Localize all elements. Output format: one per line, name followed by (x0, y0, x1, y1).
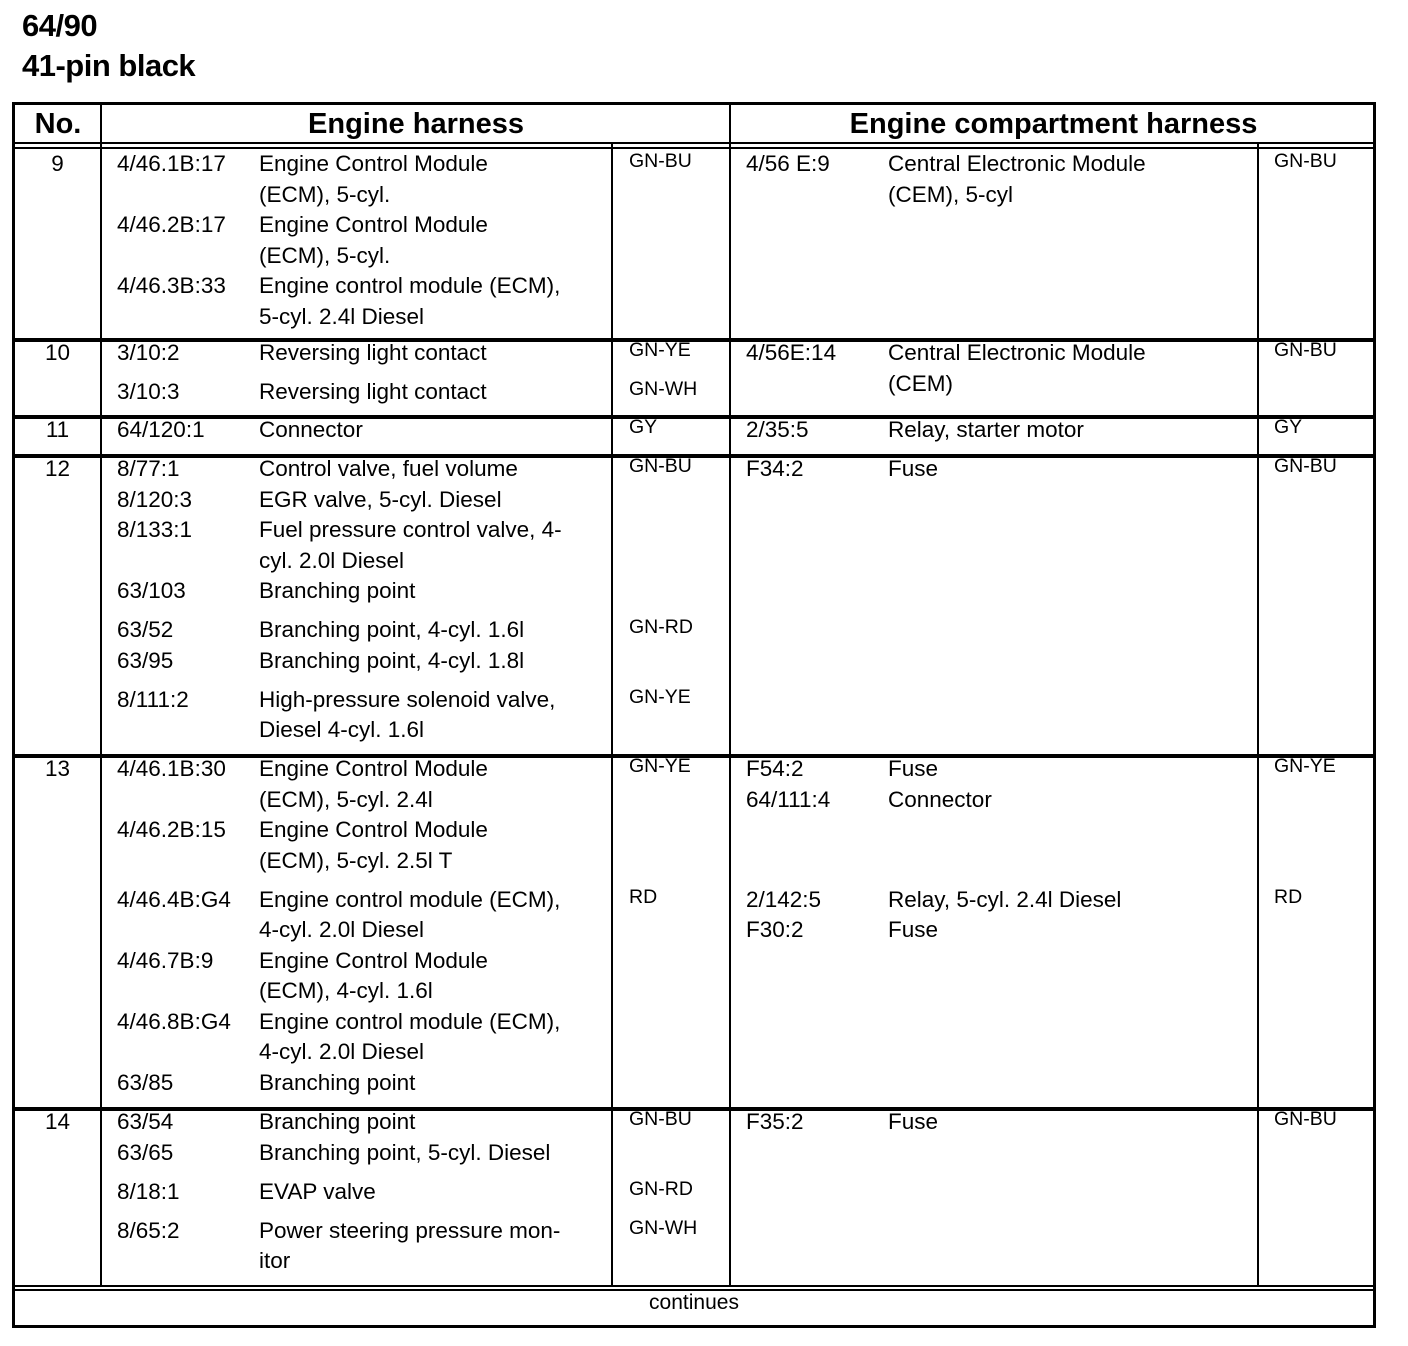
compartment-description: Fuse (888, 756, 939, 781)
compartment-description: Relay, 5-cyl. 2.4l Diesel (888, 886, 1122, 912)
engine-wire-color: GN-BU (629, 1108, 692, 1130)
engine-description: Engine Control Module (259, 151, 488, 176)
header-engine-compartment-harness: Engine compartment harness (849, 108, 1258, 140)
engine-description: Engine Control Module (259, 817, 488, 842)
row-number: 14 (44, 1109, 71, 1134)
engine-description: Branching point (259, 1069, 416, 1095)
engine-pin: 3/10:2 (117, 340, 180, 365)
engine-description: (ECM), 5-cyl. 2.5l T (259, 847, 453, 873)
compartment-pin: 64/111:4 (746, 786, 831, 812)
row-number: 13 (44, 756, 71, 781)
compartment-wire-color: GN-BU (1274, 1108, 1337, 1130)
compartment-wire-color: GN-BU (1274, 455, 1337, 477)
row-rule (15, 340, 1373, 342)
engine-pin: 4/46.4B:G4 (117, 886, 231, 912)
engine-pin: 4/46.8B:G4 (117, 1008, 231, 1034)
engine-description: High-pressure solenoid valve, (259, 686, 556, 712)
compartment-wire-color: GN-YE (1274, 755, 1336, 777)
engine-pin: 8/120:3 (117, 486, 193, 512)
row-number: 10 (44, 340, 71, 365)
page-title-connector: 41-pin black (22, 48, 196, 83)
compartment-description: (CEM), 5-cyl (888, 181, 1013, 207)
engine-description: Fuel pressure control valve, 4- (259, 517, 562, 542)
row-rule (15, 1109, 1373, 1111)
compartment-wire-color: GN-BU (1274, 150, 1337, 172)
engine-description: EGR valve, 5-cyl. Diesel (259, 486, 502, 512)
page-title-code: 64/90 (22, 8, 98, 43)
compartment-pin: 2/35:5 (746, 417, 809, 442)
row-rule (15, 417, 1373, 419)
compartment-pin: 2/142:5 (746, 886, 822, 912)
compartment-pin: F54:2 (746, 756, 804, 781)
engine-description: Branching point, 4-cyl. 1.8l (259, 647, 525, 673)
engine-description: (ECM), 5-cyl. (259, 242, 391, 268)
row-rule (15, 456, 1373, 458)
engine-description: cyl. 2.0l Diesel (259, 547, 405, 573)
engine-description: (ECM), 5-cyl. 2.4l (259, 786, 433, 812)
engine-wire-color: GN-YE (629, 339, 691, 361)
compartment-description: Connector (888, 786, 992, 812)
pin-table (12, 102, 1376, 1328)
engine-description: EVAP valve (259, 1178, 376, 1204)
header-rule (15, 142, 1373, 144)
compartment-description: Fuse (888, 917, 939, 943)
engine-description: (ECM), 4-cyl. 1.6l (259, 978, 433, 1004)
engine-pin: 63/54 (117, 1109, 174, 1134)
engine-pin: 8/77:1 (117, 456, 180, 481)
engine-pin: 8/18:1 (117, 1178, 180, 1204)
row-number: 12 (44, 456, 71, 481)
engine-description: Engine control module (ECM), (259, 1008, 561, 1034)
engine-description: Connector (259, 417, 363, 442)
engine-pin: 64/120:1 (117, 417, 205, 442)
engine-description: Reversing light contact (259, 340, 487, 365)
engine-description: Diesel 4-cyl. 1.6l (259, 717, 425, 743)
engine-pin: 63/52 (117, 617, 174, 643)
engine-description: 5-cyl. 2.4l Diesel (259, 303, 425, 329)
engine-description: itor (259, 1248, 291, 1274)
compartment-pin: F34:2 (746, 456, 804, 481)
engine-pin: 8/133:1 (117, 517, 193, 542)
engine-pin: 4/46.1B:17 (117, 151, 226, 176)
compartment-pin: 4/56E:14 (746, 340, 837, 365)
engine-description: 4-cyl. 2.0l Diesel (259, 917, 425, 943)
compartment-description: Relay, starter motor (888, 417, 1084, 442)
engine-wire-color: GN-YE (629, 685, 691, 708)
compartment-pin: 4/56 E:9 (746, 151, 830, 176)
engine-description: Control valve, fuel volume (259, 456, 518, 481)
header-no: No. (34, 108, 82, 140)
engine-description: Engine Control Module (259, 947, 488, 973)
engine-pin: 63/95 (117, 647, 174, 673)
engine-description: Engine control module (ECM), (259, 273, 561, 298)
engine-pin: 4/46.1B:30 (117, 756, 226, 781)
compartment-description: (CEM) (888, 370, 953, 396)
continues-footer: continues (649, 1291, 739, 1314)
row-number: 9 (51, 151, 64, 176)
engine-pin: 3/10:3 (117, 379, 180, 405)
engine-wire-color: GN-WH (629, 378, 698, 401)
engine-pin: 4/46.3B:33 (117, 273, 226, 298)
compartment-description: Fuse (888, 456, 939, 481)
engine-pin: 4/46.7B:9 (117, 947, 214, 973)
compartment-description: Central Electronic Module (888, 151, 1146, 176)
engine-pin: 63/103 (117, 578, 186, 603)
engine-description: (ECM), 5-cyl. (259, 181, 391, 207)
engine-description: Branching point, 4-cyl. 1.6l (259, 617, 525, 643)
compartment-wire-color: GY (1274, 416, 1303, 438)
column-rule (1257, 142, 1259, 1286)
row-number: 11 (45, 417, 70, 442)
engine-wire-color: GN-YE (629, 755, 691, 777)
engine-description: Branching point (259, 578, 416, 603)
row-rule (15, 1285, 1373, 1287)
engine-wire-color: GY (629, 416, 658, 438)
engine-description: Branching point, 5-cyl. Diesel (259, 1139, 551, 1165)
engine-pin: 8/65:2 (117, 1217, 180, 1243)
compartment-wire-color: RD (1274, 885, 1303, 908)
engine-description: Engine Control Module (259, 212, 488, 237)
header-engine-harness: Engine harness (308, 108, 524, 140)
engine-pin: 63/85 (117, 1069, 174, 1095)
compartment-description: Central Electronic Module (888, 340, 1146, 365)
compartment-pin: F30:2 (746, 917, 804, 943)
engine-wire-color: GN-BU (629, 455, 692, 477)
engine-description: Power steering pressure mon- (259, 1217, 561, 1243)
compartment-wire-color: GN-BU (1274, 339, 1337, 361)
engine-description: Engine control module (ECM), (259, 886, 561, 912)
engine-pin: 8/111:2 (117, 686, 189, 712)
engine-description: Engine Control Module (259, 756, 488, 781)
engine-wire-color: GN-BU (629, 150, 692, 172)
engine-description: Reversing light contact (259, 379, 487, 405)
engine-description: 4-cyl. 2.0l Diesel (259, 1039, 425, 1065)
engine-pin: 63/65 (117, 1139, 174, 1165)
engine-wire-color: GN-RD (629, 1177, 693, 1200)
engine-pin: 4/46.2B:17 (117, 212, 226, 237)
column-rule (611, 142, 613, 1286)
engine-description: Branching point (259, 1109, 416, 1134)
engine-wire-color: RD (629, 885, 658, 908)
engine-wire-color: GN-WH (629, 1216, 698, 1239)
compartment-description: Fuse (888, 1109, 939, 1134)
compartment-pin: F35:2 (746, 1109, 804, 1134)
engine-wire-color: GN-RD (629, 616, 693, 639)
engine-pin: 4/46.2B:15 (117, 817, 226, 842)
